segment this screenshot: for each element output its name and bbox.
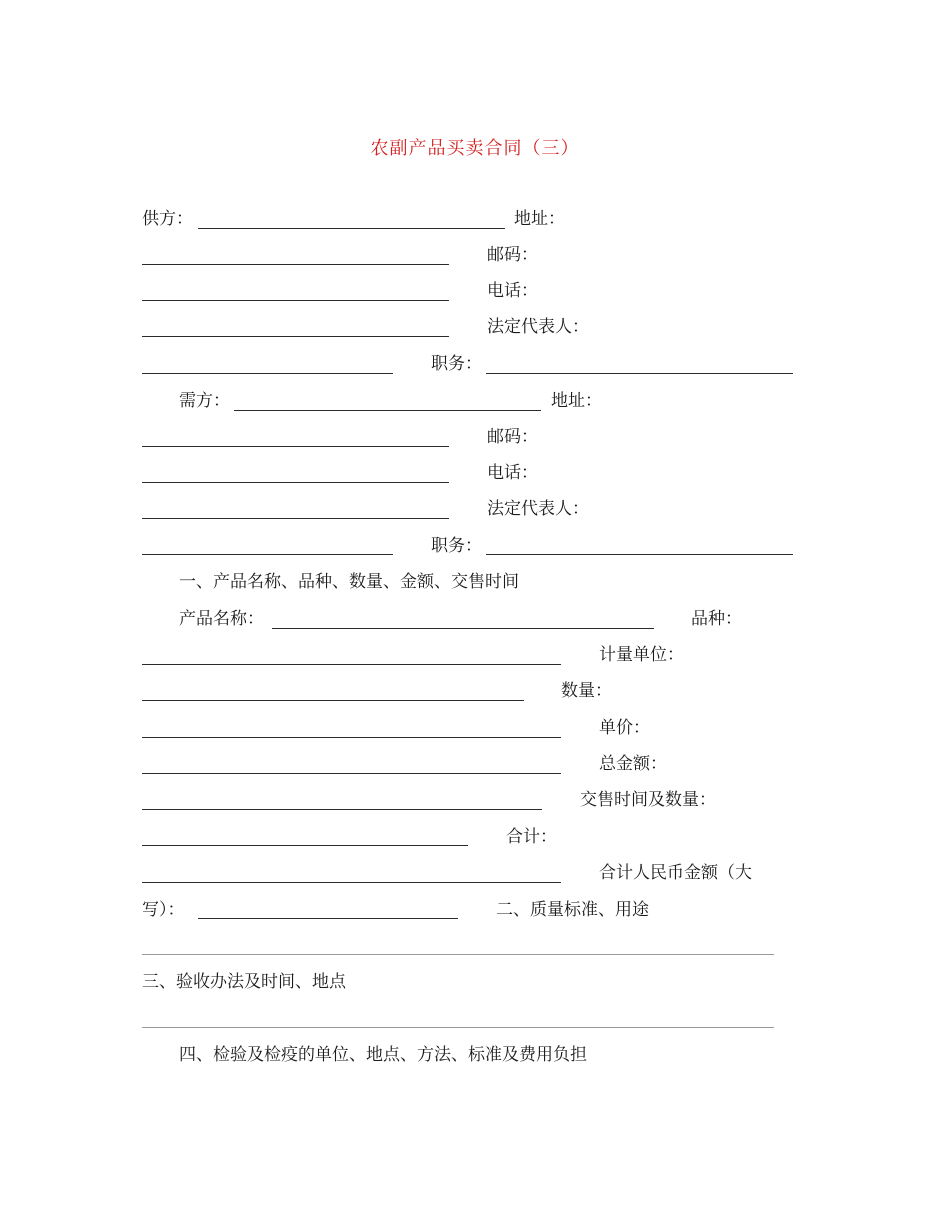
supplier-address-label: 地址： (514, 209, 565, 229)
variety-label: 品种： (691, 609, 742, 629)
supplier-legal-rep-field[interactable] (142, 373, 393, 374)
product-name-field[interactable] (272, 628, 654, 629)
document-title: 农副产品买卖合同（三） (370, 138, 580, 159)
buyer-postcode-label: 邮码： (487, 427, 538, 447)
section3-heading: 三、验收办法及时间、地点 (142, 972, 346, 992)
subtotal-label: 合计： (506, 827, 557, 847)
buyer-label: 需方： (179, 391, 230, 411)
rmb-total-label: 合计人民币金额（大 (599, 863, 752, 883)
buyer-legal-rep-label: 法定代表人： (487, 499, 589, 519)
section4-heading: 四、检验及检疫的单位、地点、方法、标准及费用负担 (179, 1045, 587, 1065)
delivery-field[interactable] (142, 845, 468, 846)
buyer-address-field[interactable] (142, 446, 449, 447)
unit-label: 计量单位： (599, 645, 684, 665)
supplier-position-label: 职务： (431, 354, 482, 374)
supplier-phone-label: 电话： (487, 281, 538, 301)
section2-heading: 二、质量标准、用途 (496, 900, 649, 920)
buyer-postcode-field[interactable] (142, 482, 449, 483)
quantity-label: 数量： (561, 681, 612, 701)
unit-price-label: 单价： (599, 718, 650, 738)
supplier-address-field[interactable] (142, 264, 449, 265)
subtotal-field[interactable] (142, 882, 561, 883)
supplier-position-field[interactable] (486, 373, 793, 374)
supplier-legal-rep-label: 法定代表人： (487, 317, 589, 337)
quantity-field[interactable] (142, 737, 561, 738)
section1-heading: 一、产品名称、品种、数量、金额、交售时间 (179, 572, 519, 592)
delivery-label: 交售时间及数量： (580, 790, 716, 810)
supplier-phone-field[interactable] (142, 336, 449, 337)
buyer-position-label: 职务： (431, 536, 482, 556)
unit-price-field[interactable] (142, 773, 561, 774)
buyer-name-field[interactable] (234, 410, 541, 411)
section3-field[interactable] (142, 1027, 774, 1028)
supplier-label: 供方： (142, 209, 193, 229)
variety-field[interactable] (142, 664, 561, 665)
rmb-total-field[interactable] (198, 918, 458, 919)
buyer-position-field[interactable] (486, 554, 793, 555)
buyer-address-label: 地址： (551, 391, 602, 411)
total-amount-label: 总金额： (599, 754, 667, 774)
buyer-legal-rep-field[interactable] (142, 554, 393, 555)
buyer-phone-label: 电话： (487, 463, 538, 483)
supplier-name-field[interactable] (198, 228, 505, 229)
product-name-label: 产品名称： (179, 609, 264, 629)
rmb-total-label-cont: 写）： (142, 900, 185, 920)
supplier-postcode-label: 邮码： (487, 245, 538, 265)
unit-field[interactable] (142, 700, 524, 701)
supplier-postcode-field[interactable] (142, 300, 449, 301)
section2-field[interactable] (142, 954, 774, 955)
buyer-phone-field[interactable] (142, 518, 449, 519)
total-amount-field[interactable] (142, 809, 542, 810)
